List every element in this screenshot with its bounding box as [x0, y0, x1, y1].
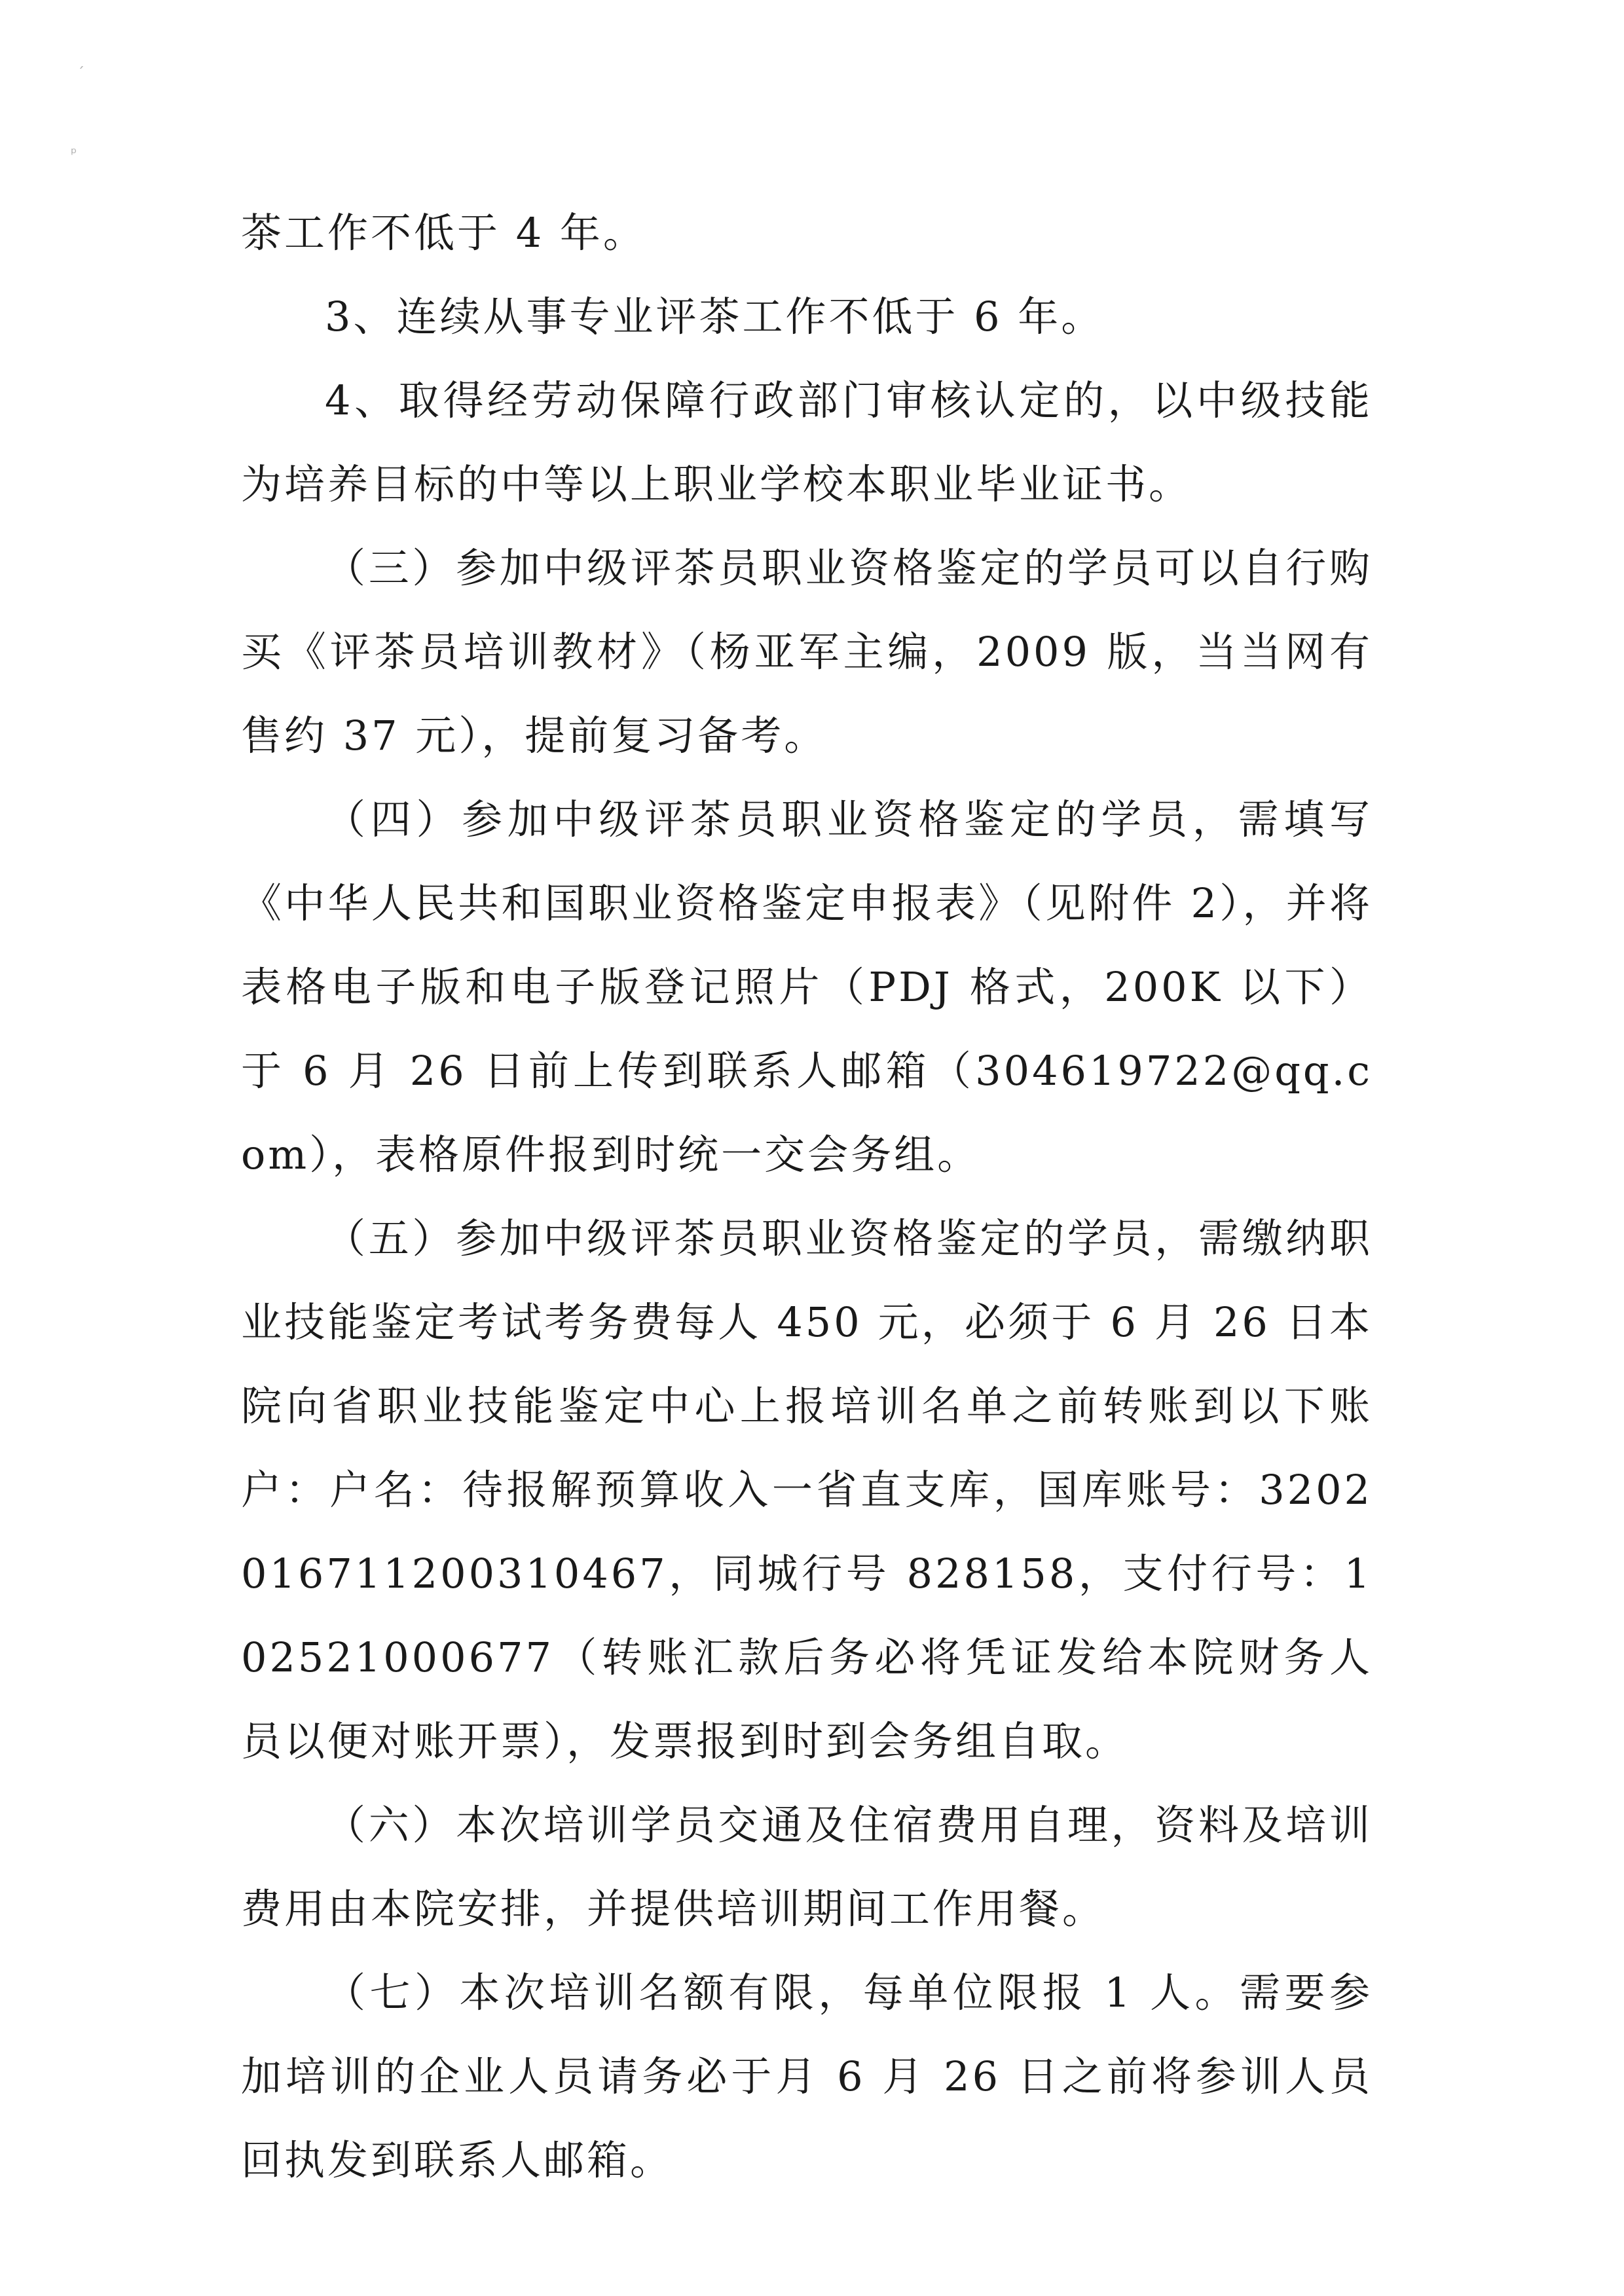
- paragraph-item-3: 3、连续从事专业评茶工作不低于 6 年。: [325, 293, 1105, 340]
- paragraph-section-3: （三）参加中级评茶员职业资格鉴定的学员可以自行购买《评茶员培训教材》（杨亚军主编，2009 版，当当网有售约 37 元），提前复习备考。: [241, 544, 1373, 759]
- scan-artifact-mark: ˊ: [77, 65, 84, 82]
- paragraph-continued: 茶工作不低于 4 年。: [241, 209, 646, 257]
- paragraph-section-5: （五）参加中级评茶员职业资格鉴定的学员，需缴纳职业技能鉴定考试考务费每人 450 元，必须于 6 月 26 日本院向省职业技能鉴定中心上报培训名单之前转账到以下账户：户名：待报解预算收入一省直支库，国库账号：3202016711200310467，同城行号 828158，支付行号：102521000677（转账汇款后务必将凭证发给本院财务人员以便对账开票），发票报到时到会务组自取。: [241, 1214, 1373, 1765]
- document-body: [241, 191, 1373, 2202]
- paragraph-section-4: （四）参加中级评茶员职业资格鉴定的学员，需填写《中华人民共和国职业资格鉴定申报表》（见附件 2），并将表格电子版和电子版登记照片（PDJ 格式，200K 以下）于 6 月 26 日前上传到联系人邮箱（304619722@qq.com），表格原件报到时统一交会务组。: [241, 795, 1373, 1178]
- paragraph-section-7: （七）本次培训名额有限，每单位限报 1 人。需要参加培训的企业人员请务必于月 6 月 26 日之前将参训人员回执发到联系人邮箱。: [241, 1969, 1373, 2184]
- paragraph-item-4: 4、取得经劳动保障行政部门审核认定的，以中级技能为培养目标的中等以上职业学校本职业毕业证书。: [241, 376, 1373, 508]
- scan-artifact-mark: ᵖ: [71, 145, 77, 162]
- paragraph-section-6: （六）本次培训学员交通及住宿费用自理，资料及培训费用由本院安排，并提供培训期间工作用餐。: [241, 1801, 1373, 1933]
